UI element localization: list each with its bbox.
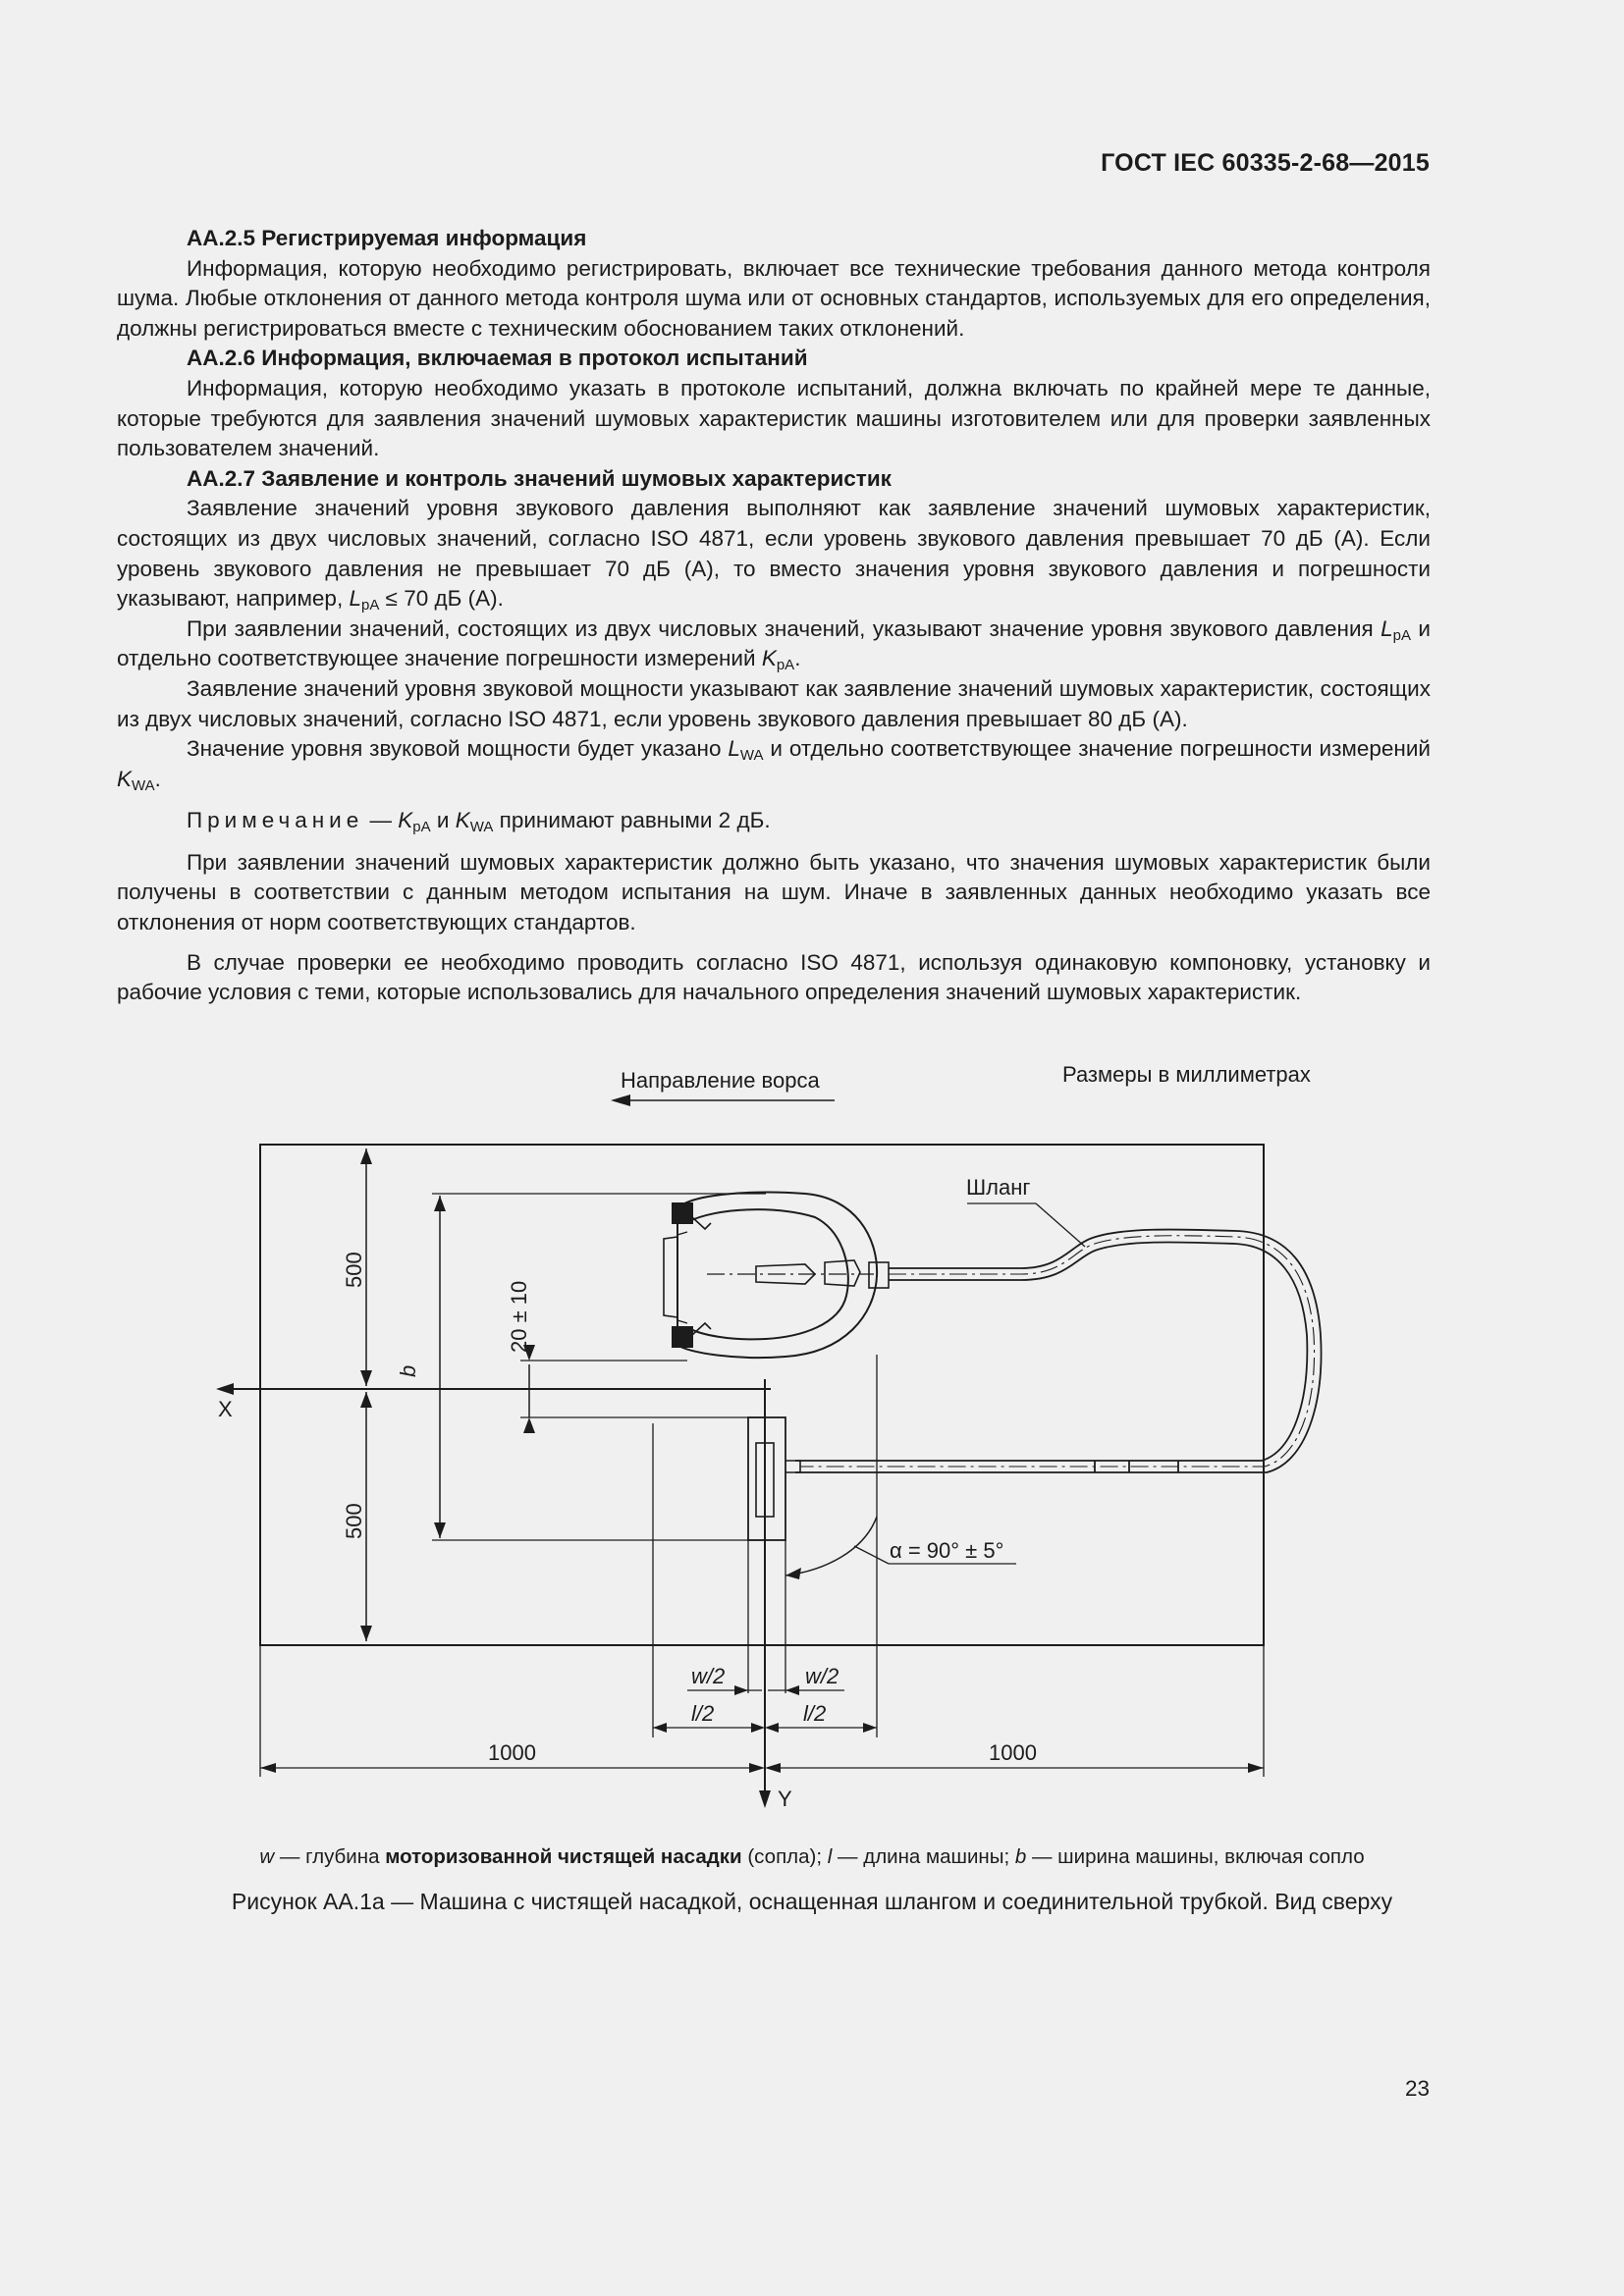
- hose-label: Шланг: [966, 1175, 1031, 1200]
- test-area-rectangle: [260, 1145, 1264, 1645]
- axis-x-label: X: [218, 1397, 233, 1421]
- dimension-1000-left-label: 1000: [488, 1740, 536, 1765]
- figure-caption: Рисунок АА.1а — Машина с чистящей насадкой, оснащенная шлангом и соединительной трубкой. Вид сверху: [231, 1889, 1393, 1914]
- cleaning-nozzle-drawing: [664, 1193, 889, 1359]
- dimension-20-label: 20 ± 10: [507, 1280, 531, 1353]
- paragraph: Заявление значений уровня звуковой мощности указывают как заявление значений шумовых характеристик, состоящих из двух числовых значений, согласно ISO 4871, если уровень звукового давления превышает 80 дБ (А).: [117, 675, 1431, 731]
- angle-arc: [785, 1517, 877, 1575]
- dimensions-note: Размеры в миллиметрах: [1062, 1062, 1311, 1087]
- page-number: 23: [1404, 2076, 1430, 2101]
- section-title-aa-2-6: АА.2.6 Информация, включаемая в протокол испытаний: [187, 346, 808, 371]
- angle-label: α = 90° ± 5°: [890, 1538, 1004, 1563]
- figure-legend: w — глубина моторизованной чистящей насадки (сопла); l — длина машины; b — ширина машины, включая сопло: [259, 1845, 1365, 1868]
- paragraph: Значение уровня звуковой мощности будет указано $L_{WA}$ и отдельно соответствующее значение погрешности измерений $K_{WA}$.: [117, 736, 1431, 794]
- paragraph: Заявление значений уровня звукового давления выполняют как заявление значений шумовых характеристик, состоящих из двух числовых значений, согласно ISO 4871, если уровень звукового давления превышает 70 дБ (А). Если уровень звукового давления не превышает 70 дБ (А), то вместо значения уровня звукового давления и погрешности указывают, например, $L_{pA} \le 70$ дБ (А).: [117, 496, 1431, 614]
- note: Примечание — $K_{pA}$ и $K_{WA}$ принимают равными 2 дБ.: [187, 808, 771, 836]
- body-text: [117, 224, 1431, 1008]
- dimension-b-label: b: [396, 1364, 420, 1377]
- figure-aa-1a: [0, 1041, 1624, 1816]
- paragraph: При заявлении значений, состоящих из двух числовых значений, указывают значение уровня звукового давления $L_{pA}$ и отдельно соответствующее значение погрешности измерений $K_{pA}$.: [117, 615, 1431, 674]
- l-half-right-label: l/2: [803, 1701, 827, 1726]
- w-half-right-label: w/2: [805, 1664, 839, 1688]
- w-half-left-label: w/2: [691, 1664, 726, 1688]
- dimension-1000-right-label: 1000: [989, 1740, 1037, 1765]
- paragraph: Информация, которую необходимо регистрировать, включает все технические требования данного метода контроля шума. Любые отклонения от данного метода контроля шума или от основных стандартов, используемых для его определения, должны регистрироваться вместе с техническим обоснованием таких отклонений.: [117, 255, 1431, 341]
- paragraph: Информация, которую необходимо указать в протоколе испытаний, должна включать по крайней мере те данные, которые требуются для заявления значений шумовых характеристик машины изготовителем или для проверки заявленных пользователем значений.: [117, 375, 1431, 461]
- paragraph: В случае проверки ее необходимо проводить согласно ISO 4871, используя одинаковую компоновку, установку и рабочие условия с теми, которые использовались для начального определения значений шумовых характеристик.: [117, 949, 1431, 1005]
- connection-tube-drawing: [748, 1414, 800, 1546]
- section-title-aa-2-7: АА.2.7 Заявление и контроль значений шумовых характеристик: [187, 465, 892, 491]
- paragraph: При заявлении значений шумовых характеристик должно быть указано, что значения шумовых характеристик были получены в соответствии с данным методом испытания на шум. Иначе в заявленных данных необходимо указать все отклонения от норм соответствующих стандартов.: [117, 849, 1431, 935]
- axis-y-label: Y: [778, 1787, 792, 1811]
- section-title-aa-2-5: АА.2.5 Регистрируемая информация: [187, 226, 587, 250]
- dimension-500-bottom-label: 500: [342, 1503, 366, 1539]
- document-header: ГОСТ IEC 60335-2-68—2015: [1101, 149, 1430, 177]
- l-half-left-label: l/2: [691, 1701, 715, 1726]
- hose-drawing: [795, 1229, 1322, 1472]
- pile-direction-label: Направление ворса: [621, 1068, 820, 1093]
- dimension-500-top-label: 500: [342, 1252, 366, 1288]
